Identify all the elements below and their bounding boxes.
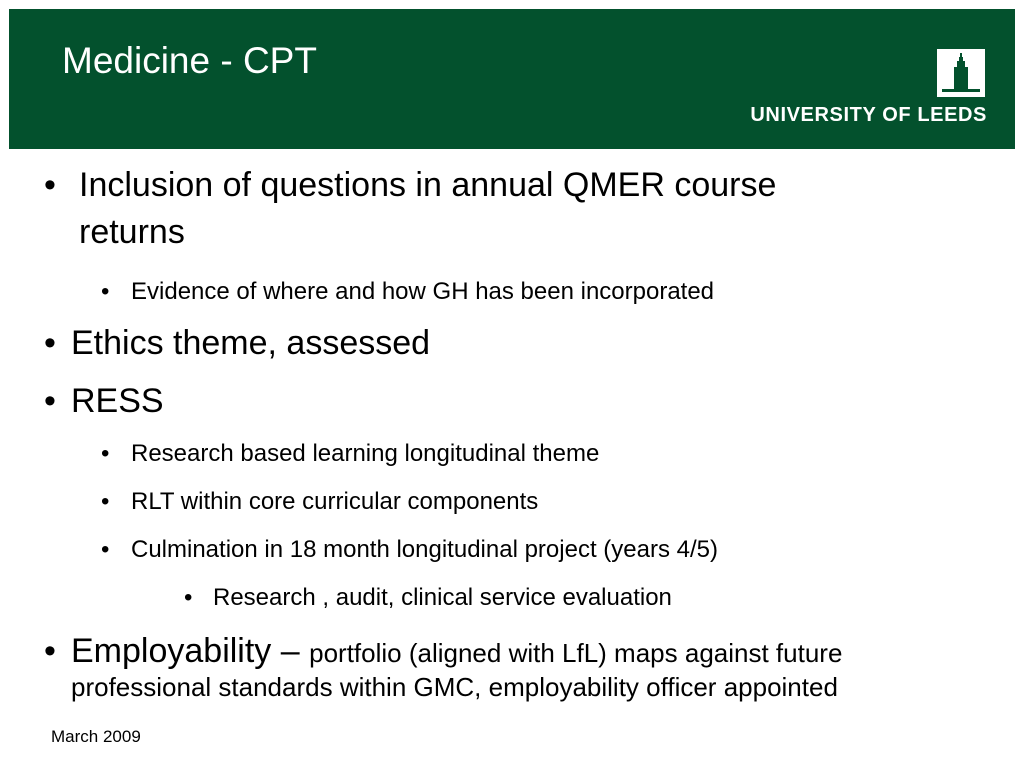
bullet-text-research-audit: Research , audit, clinical service evaluation — [213, 584, 672, 611]
bullet-marker: • — [44, 382, 56, 420]
bullet-text-qmer: Inclusion of questions in annual QMER course — [79, 166, 777, 204]
slide-title: Medicine - CPT — [62, 40, 317, 81]
employability-lead: Employability – — [71, 632, 310, 670]
bullet-marker: • — [44, 632, 56, 670]
bullet-text-evidence: Evidence of where and how GH has been incorporated — [131, 278, 715, 305]
bullet-marker: • — [101, 440, 110, 467]
footer-date: March 2009 — [51, 727, 141, 746]
bullet-text-rlt: RLT within core curricular components — [131, 488, 539, 515]
bullet-marker: • — [101, 488, 110, 515]
bullet-text-qmer-cont: returns — [79, 213, 185, 251]
bullet-text-employability-cont: professional standards within GMC, employability officer appointed — [71, 672, 838, 702]
bullet-text-culmination: Culmination in 18 month longitudinal project (years 4/5) — [131, 536, 718, 563]
bullet-marker: • — [44, 324, 56, 362]
bullet-marker: • — [44, 166, 56, 204]
bullet-text-employability — [71, 628, 842, 676]
bullet-text-ethics: Ethics theme, assessed — [71, 324, 431, 362]
bullet-marker: • — [184, 584, 193, 611]
bullet-marker: • — [101, 536, 110, 563]
bullet-text-ress: RESS — [71, 382, 164, 420]
bullet-text-research-based: Research based learning longitudinal theme — [131, 440, 600, 467]
bullet-marker: • — [101, 278, 110, 305]
employability-rest: portfolio (aligned with LfL) maps against future — [309, 638, 843, 668]
university-name: UNIVERSITY OF LEEDS — [750, 104, 987, 126]
